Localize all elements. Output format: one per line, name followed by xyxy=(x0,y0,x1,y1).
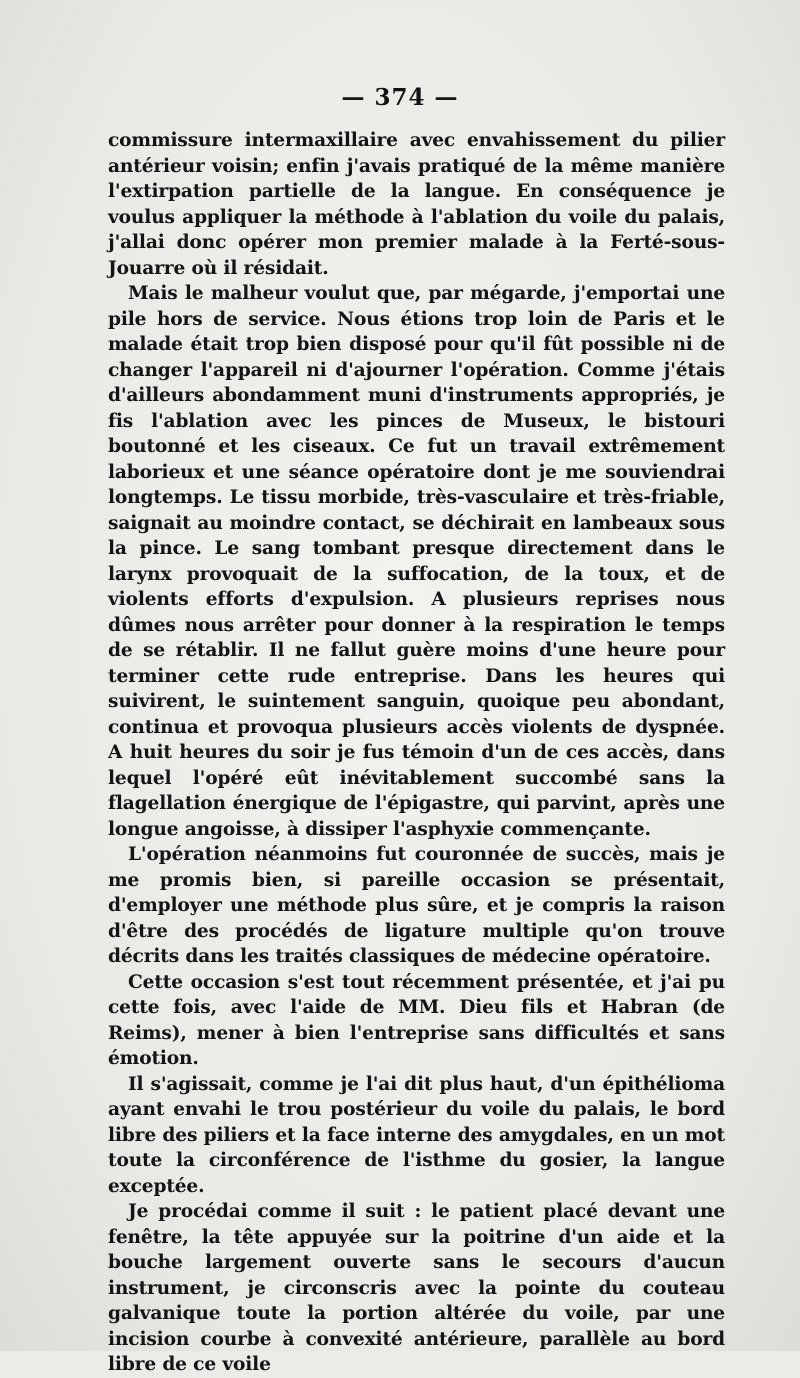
body-text xyxy=(108,128,725,1378)
paragraph-2: Mais le malheur voulut que, par mégarde, j'emportai une pile hors de service. Nous étions trop loin de Paris et le malade était trop bien disposé pour qu'il fût possible ni de changer l'appareil ni d'ajourner l'opération. Comme j'étais d'ailleurs abondamment muni d'instruments appropriés, je fis l'ablation avec les pinces de Museux, le bistouri boutonné et les ciseaux. Ce fut un travail extrêmement laborieux et une séance opératoire dont je me souviendrai longtemps. Le tissu morbide, très-vasculaire et très-friable, saignait au moindre contact, se déchirait en lambeaux sous la pince. Le sang tombant presque directement dans le larynx provoquait de la suffocation, de la toux, et de violents efforts d'expulsion. A plusieurs reprises nous dûmes nous arrêter pour donner à la respiration le temps de se rétablir. Il ne fallut guère moins d'une heure pour terminer cette rude entreprise. Dans les heures qui suivirent, le suintement sanguin, quoique peu abondant, continua et provoqua plusieurs accès violents de dyspnée. A huit heures du soir je fus témoin d'un de ces accès, dans lequel l'opéré eût inévitablement succombé sans la flagellation énergique de l'épigastre, qui parvint, après une longue angoisse, à dissiper l'asphyxie commençante. xyxy=(108,283,725,840)
paragraph-4: Cette occasion s'est tout récemment présentée, et j'ai pu cette fois, avec l'aide de MM. Dieu fils et Habran (de Reims), mener à bien l'entreprise sans difficultés et sans émotion. xyxy=(108,971,725,1069)
page-number: — 374 — xyxy=(341,84,459,111)
paragraph-5: Il s'agissait, comme je l'ai dit plus haut, d'un épithélioma ayant envahi le trou postérieur du voile du palais, le bord libre des piliers et la face interne des amygdales, en un mot toute la circonférence de l'isthme du gosier, la langue exceptée. xyxy=(108,1073,725,1197)
paragraph-6: Je procédai comme il suit : le patient placé devant une fenêtre, la tête appuyée sur la poitrine d'un aide et la bouche largement ouverte sans le secours d'aucun instrument, je circonscris avec la pointe du couteau galvanique toute la portion altérée du voile, par une incision courbe à convexité antérieure, parallèle au bord libre de ce voile xyxy=(108,1201,725,1375)
paragraph-1: commissure intermaxillaire avec envahissement du pilier antérieur voisin; enfin j'avais pratiqué de la même manière l'extirpation partielle de la langue. En conséquence je voulus appliquer la méthode à l'ablation du voile du palais, j'allai donc opérer mon premier malade à la Ferté-sous-Jouarre où il résidait. xyxy=(108,130,725,279)
paragraph-3: L'opération néanmoins fut couronnée de succès, mais je me promis bien, si pareille occasion se présentait, d'employer une méthode plus sûre, et je compris la raison d'être des procédés de ligature multiple qu'on trouve décrits dans les traités classiques de médecine opératoire. xyxy=(108,844,725,967)
